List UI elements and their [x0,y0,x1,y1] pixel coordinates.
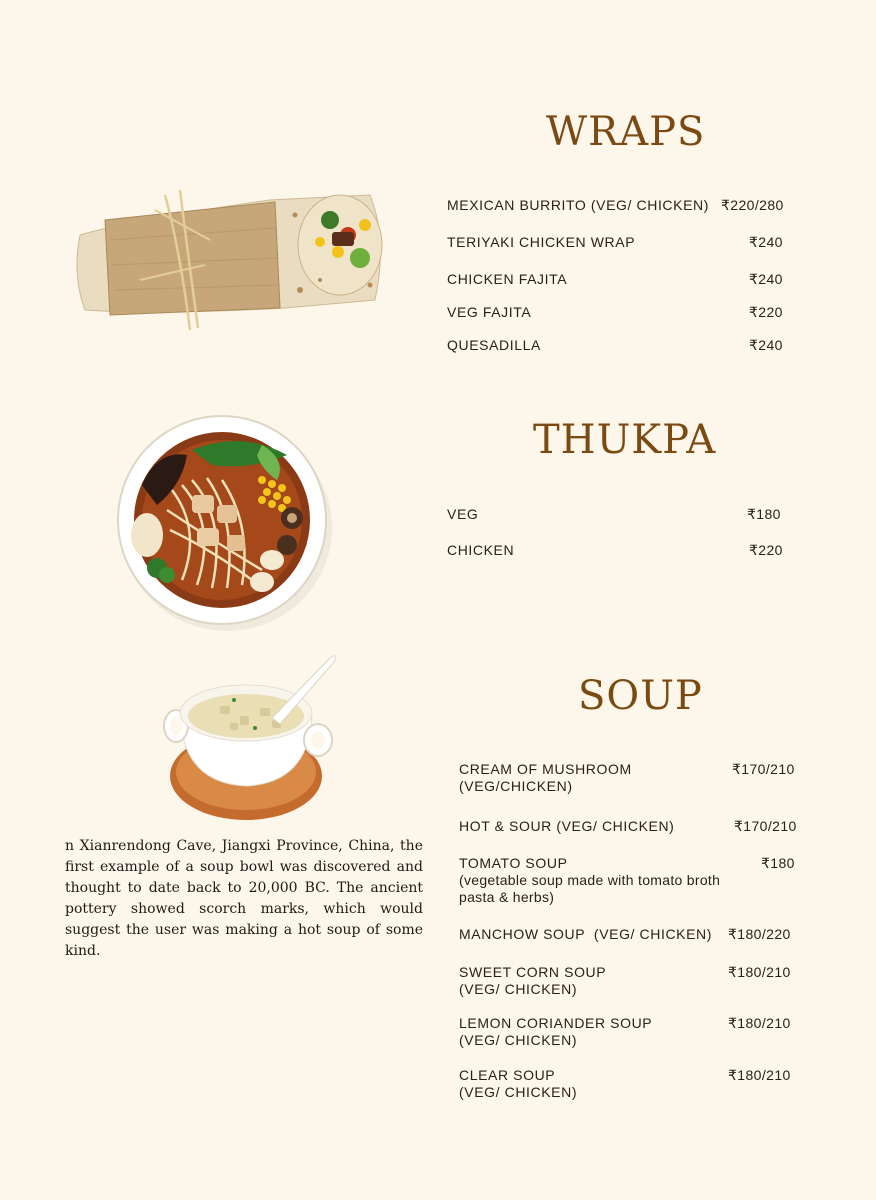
menu-item-name: MANCHOW SOUP (VEG/ CHICKEN) [459,926,713,942]
menu-item-title: CREAM OF MUSHROOM [459,761,632,777]
menu-item-title: SWEET CORN SOUP [459,964,607,980]
soup-heading: SOUP [578,673,703,719]
menu-item-description: (VEG/ CHICKEN) [459,981,578,997]
menu-item-price: ₹240 [749,271,783,287]
menu-item-name: MEXICAN BURRITO (VEG/ CHICKEN) [447,197,709,213]
menu-item-name [459,1067,719,1101]
menu-item-description: (VEG/ CHICKEN) [459,1032,578,1048]
menu-item-description: (VEG/CHICKEN) [459,778,573,794]
menu-item-name: QUESADILLA [447,337,541,353]
wraps-heading: WRAPS [546,109,706,155]
menu-item-name [459,855,734,906]
menu-item-price: ₹240 [749,234,783,250]
menu-item-price: ₹240 [749,337,783,353]
menu-item-price: ₹220 [749,304,783,320]
menu-item-name [459,1015,719,1049]
menu-item-title: TOMATO SOUP [459,855,568,871]
menu-item-title: CLEAR SOUP [459,1067,556,1083]
menu-item-price: ₹170/210 [732,761,795,777]
menu-item-name: VEG [447,506,479,522]
menu-item-price: ₹180 [747,506,781,522]
menu-item-price: ₹180/220 [728,926,791,942]
menu-item-price: ₹170/210 [734,818,797,834]
menu-item-name: HOT & SOUR (VEG/ CHICKEN) [459,818,675,834]
menu-item-description: (VEG/ CHICKEN) [459,1084,578,1100]
menu-item-name [459,761,729,795]
menu-item-price: ₹180/210 [728,1015,791,1031]
menu-item-title: LEMON CORIANDER SOUP [459,1015,653,1031]
thukpa-noodle-bowl-image [112,410,337,635]
thukpa-heading: THUKPA [533,417,717,463]
menu-item-description: (vegetable soup made with tomato broth pasta & herbs) [459,872,721,905]
menu-item-price: ₹180/210 [728,1067,791,1083]
burrito-wrap-image [70,180,390,335]
menu-item-price: ₹180 [761,855,795,871]
soup-bowl-image [160,648,340,823]
menu-item-name: VEG FAJITA [447,304,532,320]
menu-item-name: TERIYAKI CHICKEN WRAP [447,234,636,250]
menu-item-name: CHICKEN FAJITA [447,271,568,287]
soup-history-paragraph: n Xianrendong Cave, Jiangxi Province, China, the first example of a soup bowl was discovered and thought to date back to 20,000 BC. The ancient pottery showed scorch marks, which would suggest the user was making a hot soup of some kind. [65,838,423,959]
menu-item-price: ₹220/280 [721,197,784,213]
menu-item-price: ₹220 [749,542,783,558]
menu-item-name: CHICKEN [447,542,515,558]
menu-item-name [459,964,719,998]
menu-item-price: ₹180/210 [728,964,791,980]
